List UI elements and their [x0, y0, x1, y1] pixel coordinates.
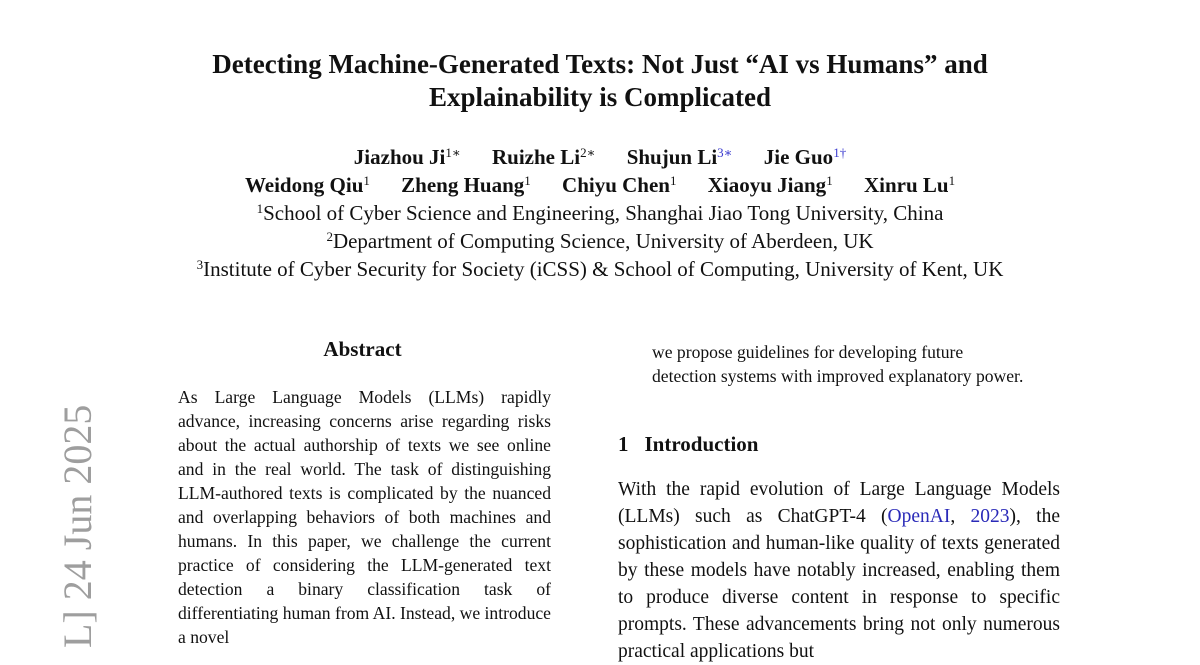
section-heading-introduction: [618, 432, 758, 457]
author: [708, 171, 833, 199]
abstract-text: As Large Language Models (LLMs) rapidly advance, increasing concerns arise regarding risks about the actual authorship of texts we see online and in the real world. The task of distinguishing LLM-authored texts is complicated by the nuanced and overlapping behaviors of both machines and humans. In this paper, we challenge the current practice of considering the LLM-generated text detection a binary classification task of differentiating human from AI. Instead, we introduce a novel: [178, 387, 551, 647]
section-number: 1: [618, 432, 629, 456]
author-mark[interactable]: 1†: [833, 145, 847, 160]
author-name: Shujun Li: [626, 145, 718, 169]
author-mark[interactable]: 3∗: [717, 145, 733, 160]
author: [864, 171, 955, 199]
author: [627, 143, 733, 171]
affiliation-text: School of Cyber Science and Engineering, Shanghai Jiao Tong University, China: [263, 201, 944, 225]
abstract-heading: Abstract: [323, 337, 402, 361]
affiliation-mark: 1: [256, 201, 264, 216]
affiliation: [0, 227, 1200, 255]
introduction-text: [618, 476, 1060, 665]
author-name: Ruizhe Li: [492, 145, 581, 169]
author-mark: 1: [669, 173, 677, 188]
author-mark: 1: [826, 173, 833, 188]
author-mark: 2∗: [580, 145, 596, 160]
author: [354, 143, 461, 171]
affiliation-mark: 3: [196, 257, 204, 272]
author: [401, 171, 531, 199]
abstract-continuation: we propose guidelines for developing future detection systems with improved explanatory power.: [652, 342, 1024, 386]
author-name: Weidong Qiu: [244, 173, 364, 197]
author: [492, 143, 595, 171]
author-name: Xinru Lu: [863, 173, 949, 197]
citation-year-link[interactable]: 2023: [970, 506, 1010, 527]
author-block: [0, 143, 1200, 283]
affiliation: [0, 255, 1200, 283]
affiliation: [0, 199, 1200, 227]
author-name: Jiazhou Ji: [353, 145, 446, 169]
author: [562, 171, 676, 199]
author-mark: 1: [363, 173, 370, 188]
author-name: Zheng Huang: [401, 173, 525, 197]
author-mark: 1∗: [445, 145, 461, 160]
citation-link[interactable]: OpenAI: [887, 506, 951, 527]
paper-title-line-2: Explainability is Complicated: [428, 82, 772, 112]
paper-title: [0, 48, 1200, 114]
author-row-2: [0, 171, 1200, 199]
author: [245, 171, 370, 199]
affiliation-text: Department of Computing Science, University of Aberdeen, UK: [332, 229, 874, 253]
affiliation-mark: 2: [326, 229, 333, 244]
citation-separator: ,: [950, 506, 971, 527]
author-name: Jie Guo: [763, 145, 834, 169]
author-name: Chiyu Chen: [562, 173, 670, 197]
arxiv-identifier-stamp: L] 24 Jun 2025: [55, 404, 100, 648]
intro-text-part: With the rapid evolution of Large Language Models (LLMs) such as ChatGPT-4 (: [618, 479, 1060, 527]
intro-text-part: ), the sophistication and human-like quality of texts generated by these models have notably increased, enabling them to produce diverse content in response to specific prompts. These advancements bring not only numerous practical applications but: [618, 506, 1060, 662]
author-mark: 1: [948, 173, 956, 188]
author: [764, 143, 846, 171]
paper-title-line-1: Detecting Machine-Generated Texts: Not Just “AI vs Humans” and: [212, 49, 988, 79]
section-title: Introduction: [644, 432, 759, 456]
author-name: Xiaoyu Jiang: [707, 173, 827, 197]
author-mark: 1: [524, 173, 531, 188]
affiliation-text: Institute of Cyber Security for Society (iCSS) & School of Computing, University of Kent, UK: [203, 257, 1004, 281]
author-row-1: [0, 143, 1200, 171]
